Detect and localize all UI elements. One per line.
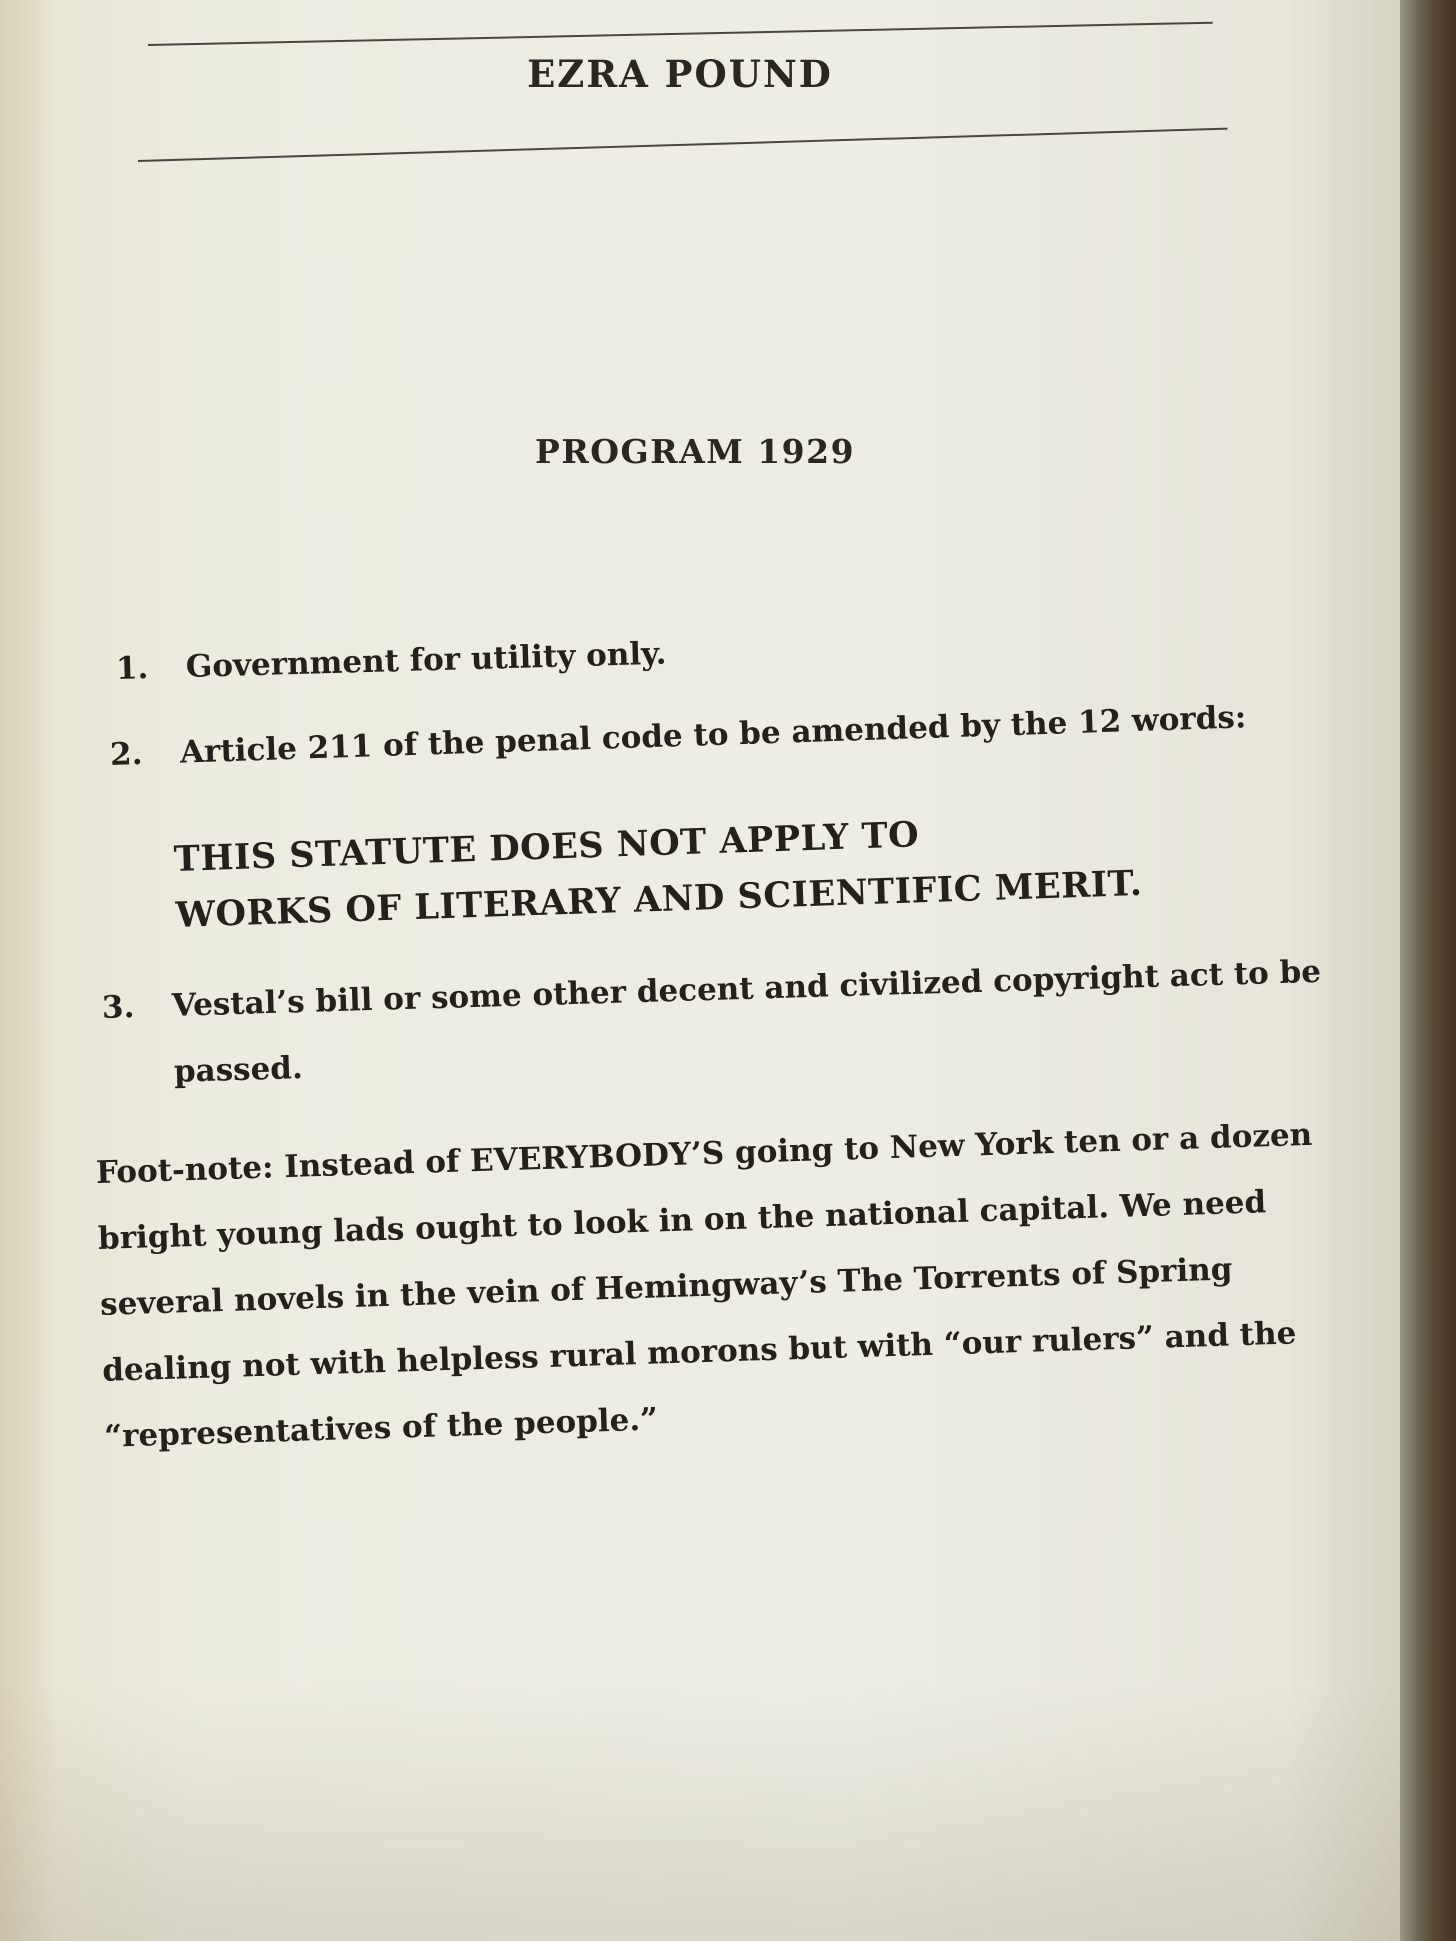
list-item-number: 3. — [101, 989, 135, 1026]
page-shadow — [0, 1681, 1400, 1941]
footnote: Foot-note: Instead of EVERYBODY’S going to New York ten or a dozen bright young lads ought to look in on the national capital. We need several novels in the vein of Hemingway’s The Torrents of Spring dealing not with helpless rural morons but with “our rulers” and the “representatives of the people.” — [95, 1116, 1313, 1455]
header-rule-top — [148, 22, 1213, 46]
list-item — [101, 938, 1344, 1107]
header-rule-bottom — [138, 128, 1228, 162]
list-item-text: Article 211 of the penal code to be amended by the 12 words: — [179, 699, 1247, 771]
list-item-number: 1. — [115, 650, 149, 687]
list-item-number: 2. — [109, 735, 144, 773]
list-item — [109, 684, 1247, 788]
statute-quote — [173, 800, 1143, 944]
statute-line: THIS STATUTE DOES NOT APPLY TO — [173, 814, 920, 880]
running-head: EZRA POUND — [527, 52, 833, 96]
book-edge — [1400, 0, 1456, 1941]
section-title: PROGRAM 1929 — [535, 432, 856, 471]
list-item-text: Vestal’s bill or some other decent and civilized copyright act to be passed. — [171, 953, 1322, 1090]
list-item — [115, 621, 667, 702]
list-item-text: Government for utility only. — [185, 635, 667, 686]
statute-line: WORKS OF LITERARY AND SCIENTIFIC MERIT. — [175, 862, 1143, 936]
